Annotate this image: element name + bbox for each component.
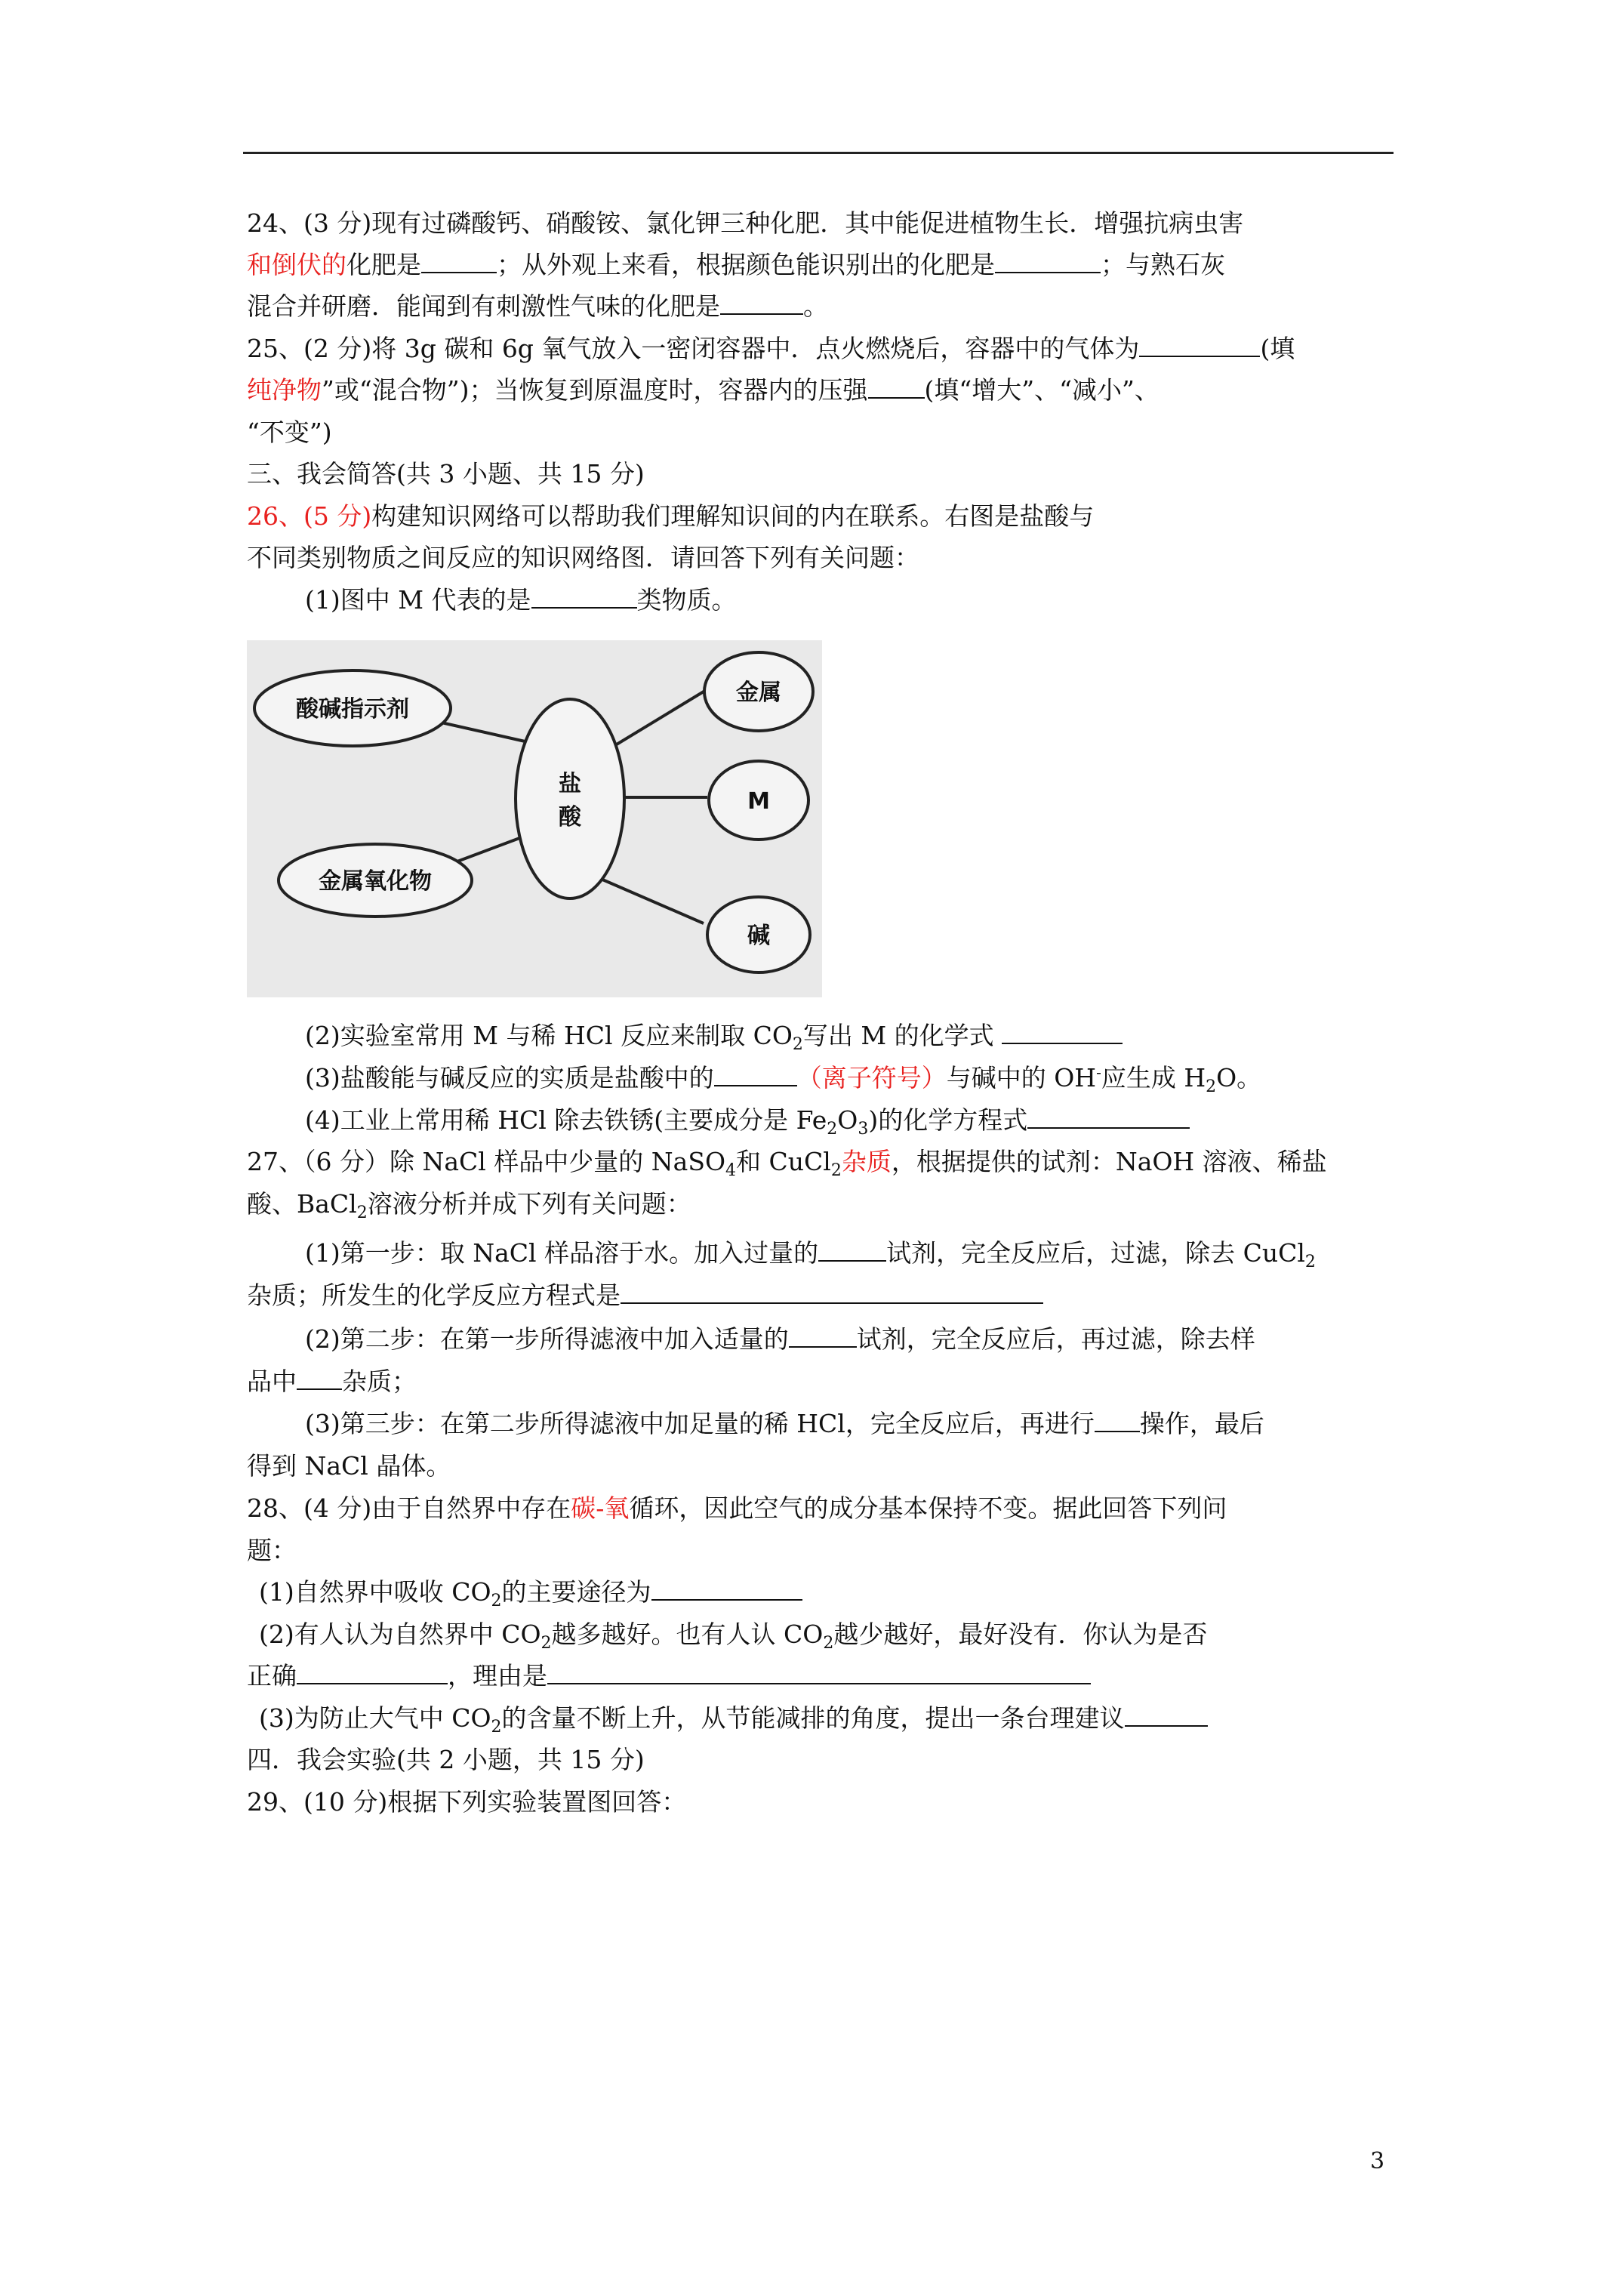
q24-line2: 和倒伏的化肥是 ；从外观上来看，根据颜色能识别出的化肥是 ；与熟石灰 <box>247 250 1225 279</box>
blank <box>421 249 497 273</box>
header-rule <box>243 152 1394 154</box>
blank <box>651 1576 802 1601</box>
q27-part3-cont: 得到 NaCl 晶体。 <box>247 1451 451 1481</box>
q27-part2-cont: 品中 杂质； <box>247 1367 417 1396</box>
node-label-m: M <box>747 788 770 815</box>
blank <box>531 584 637 609</box>
node-label-indicator: 酸碱指示剂 <box>296 696 409 723</box>
blank <box>297 1660 448 1684</box>
q25-line1: 25、(2 分)将 3g 碳和 6g 氧气放入一密闭容器中．点火燃烧后，容器中的气体为 (填 <box>247 334 1295 363</box>
node-label-metal-oxide: 金属氧化物 <box>319 868 432 895</box>
blank <box>547 1660 1091 1684</box>
hcl-network-diagram <box>247 640 822 997</box>
section4-heading: 四．我会实验(共 2 小题，共 15 分) <box>247 1745 645 1774</box>
q24-line3: 混合并研磨．能闻到有刺激性气味的化肥是 。 <box>247 291 828 321</box>
q26-part3: (3)盐酸能与碱反应的实质是盐酸中的 （离子符号）与碱中的 OH-应生成 $H_2O$。 <box>305 1063 1262 1096</box>
q26-part2: (2)实验室常用 M 与稀 HCl 反应来制取 $CO_2$写出 M 的化学式 <box>305 1018 1123 1054</box>
q26-part4: (4)工业上常用稀 HCl 除去铁锈(主要成分是 $Fe_2O_3$)的化学方程式 <box>305 1102 1190 1139</box>
q28-part1: (1)自然界中吸收 $CO_2$的主要途径为 <box>259 1574 802 1610</box>
blank <box>1027 1105 1190 1129</box>
blank <box>297 1366 342 1390</box>
blank <box>714 1062 797 1086</box>
diagram-svg <box>247 640 822 997</box>
section3-heading: 三、我会简答(共 3 小题、共 15 分) <box>247 459 645 488</box>
blank <box>1125 1703 1208 1727</box>
node-label-hcl-top: 盐 <box>559 771 581 797</box>
blank <box>1139 333 1260 357</box>
q25-line3: “不变”) <box>247 418 332 447</box>
node-label-base: 碱 <box>747 923 770 949</box>
blank <box>1002 1020 1123 1044</box>
q25-line2: 纯净物”或“混合物”)；当恢复到原温度时，容器内的压强 (填“增大”、“减小”、 <box>247 375 1160 405</box>
q28-part2: (2)有人认为自然界中 $CO_2$越多越好。也有人认 $CO_2$越少越好，最好没有．你认为是否 <box>259 1620 1208 1653</box>
q24-line1: 24、(3 分)现有过磷酸钙、硝酸铵、氯化钾三种化肥．其中能促进植物生长．增强抗病虫害 <box>247 208 1244 238</box>
q28-part3: (3)为防止大气中 $CO_2$的含量不断上升，从节能减排的角度，提出一条台理建议 <box>259 1700 1208 1737</box>
blank <box>1095 1408 1140 1432</box>
q28-line2: 题： <box>247 1536 297 1565</box>
q28-line1: 28、(4 分)由于自然界中存在碳-氧循环，因此空气的成分基本保持不变。据此回答下列问 <box>247 1493 1227 1523</box>
blank <box>995 249 1101 273</box>
blank <box>818 1237 886 1262</box>
node-hcl-ellipse <box>516 699 624 898</box>
q26-line2: 不同类别物质之间反应的知识网络图．请回答下列有关问题： <box>247 543 919 572</box>
q27-part3: (3)第三步：在第二步所得滤液中加足量的稀 HCl，完全反应后，再进行 操作，最后 <box>305 1409 1264 1438</box>
q28-part2-cont: 正确 ，理由是 <box>247 1658 1091 1694</box>
q27-part2: (2)第二步：在第一步所得滤液中加入适量的 试剂，完全反应后，再过滤，除去样 <box>305 1324 1255 1354</box>
blank <box>868 374 925 399</box>
q26-part1: (1)图中 M 代表的是 类物质。 <box>305 585 737 615</box>
q27-line2: 酸、BaCl$_2$溶液分析并成下列有关问题： <box>247 1189 691 1222</box>
blank <box>720 291 803 315</box>
page-number: 3 <box>1370 2148 1385 2174</box>
blank <box>621 1280 1043 1304</box>
blank <box>789 1324 857 1348</box>
q29-line: 29、(10 分)根据下列实验装置图回答： <box>247 1787 687 1817</box>
q27-part1: (1)第一步：取 NaCl 样品溶于水。加入过量的 试剂，完全反应后，过滤，除去 CuCl$_2$ <box>305 1238 1316 1271</box>
node-label-metal: 金属 <box>736 680 781 706</box>
q26-line1: 26、(5 分)构建知识网络可以帮助我们理解知识间的内在联系。右图是盐酸与 <box>247 501 1095 531</box>
q27-line1: 27、（6 分）除 NaCl 样品中少量的 NaSO$_4$和 CuCl$_2$杂质，根据提供的试剂：NaOH 溶液、稀盐 <box>247 1147 1327 1180</box>
node-label-hcl-bottom: 酸 <box>559 804 581 831</box>
q27-part1-cont: 杂质；所发生的化学反应方程式是 <box>247 1277 1043 1314</box>
